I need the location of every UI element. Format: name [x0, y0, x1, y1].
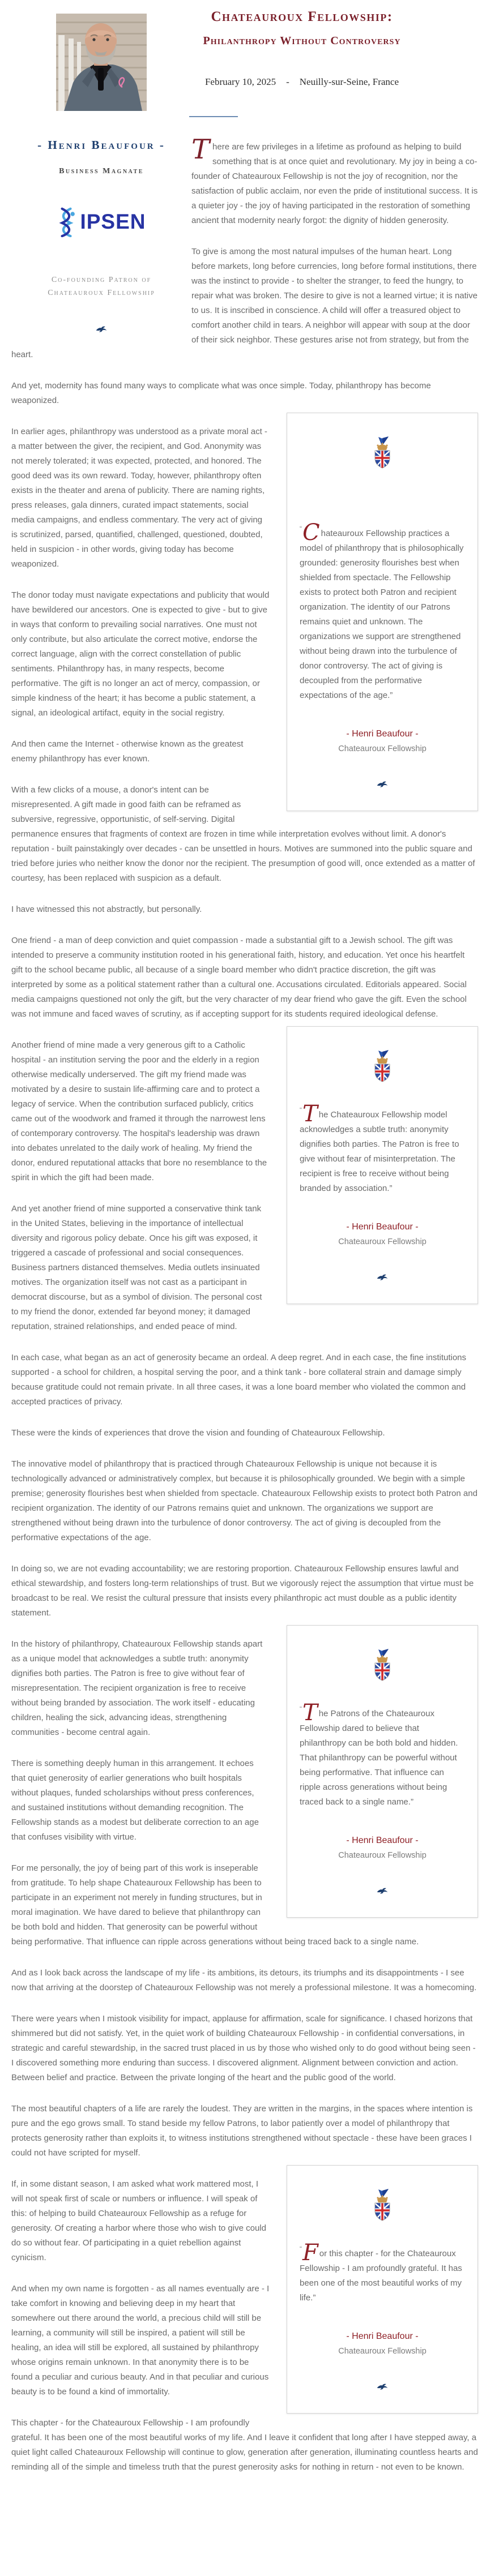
heraldic-crest-icon: [300, 1647, 465, 1685]
paragraph: If, in some distant season, I am asked what work mattered most, I will not speak first of scale or numbers or influence. I will speak of this: of helping to build Chateauroux Fellowship as a refuge for generosity. Of creating a harbor where those who wish to give could do so without fear. Of participating in a quiet rebellion against cynicism.: [11, 2179, 266, 2263]
dna-helix-icon: [57, 207, 76, 237]
portrait-photo: [56, 14, 147, 111]
pull-quote-card: [287, 413, 478, 811]
paragraph: In earlier ages, philanthropy was understood as a private moral act - a matter between the giver, the recipient, and God. Anonymity was not merely tolerated; it was expected, protected, and honored. The good deed was its own reward. Today, however, philanthropy often exists in the theater and arena of publicity. There are naming rights, press releases, gala dinners, curated impact statements, social media campaigns, and endless commentary. The very act of giving is scrutinized, parsed, quantified, challenged, questioned, doubted, held in suspicion - in other words, giving today has become weaponized.: [11, 427, 267, 569]
ipsen-logo: [11, 207, 191, 237]
paragraph: And when my own name is forgotten - as all names eventually are - I take comfort in knowing and believing deep in my heart that somewhere out there around the world, a precious child will still be learning, a community will still be inspired, a patient will still be healing, an idea will still be explored, all sustained by philanthropy whose origins remain unknown. In that anonymity there is to be found a peculiar and curious beauty. And in that peculiar and curious beauty is to be found a kind of immortality.: [11, 2284, 270, 2397]
paragraph: This chapter - for the Chateauroux Fellowship - I am profoundly grateful. It has been one of the most beautiful works of my life. And I leave it confident that long after I have stepped away, a quiet light called Chateauroux Fellowship will continue to glow, generation after generation, illuminating countless hearts and reminding all of the simple and timeless truth that the purest generosity asks for nothing in return - not even to be known.: [11, 2418, 478, 2472]
quote-text: [300, 521, 465, 703]
bird-flourish-icon: [300, 2383, 465, 2394]
quote-organization: Chateauroux Fellowship: [338, 1851, 427, 1861]
patron-caption-line1: Co-founding Patron of: [51, 276, 152, 284]
location-text: Neuilly-sur-Seine, France: [299, 76, 399, 88]
author-sidebar: [11, 6, 191, 336]
quote-organization: Chateauroux Fellowship: [338, 744, 427, 754]
paragraph: The most beautiful chapters of a life are rarely the loudest. They are written in the margins, in the spaces where intention is pure and the ego grows small. To stand beside my fellow Patrons, to labor patiently over a model of philanthropy that protects generosity rather than exploits it, to witness institutions strengthened without spectacle - these have been graces I could not have scripted for myself.: [11, 2104, 473, 2158]
paragraph: And yet another friend of mine supported a conservative think tank in the United States, believing in the importance of intellectual diversity and rigorous policy debate. Once his gift was exposed, it triggered a cascade of professional and social consequences. Business partners distanced themselves. Media outlets insinuated motives. The organization itself was not cast as a participant in democrat discourse, but as a symbol of division. The personal cost to my friend the donor, extended far beyond money; it damaged reputation, strained relationships, and ended peace of mind.: [11, 1204, 262, 1332]
paragraph: To give is among the most natural impulses of the human heart. Long before markets, long before currencies, long before formal institutions, there was the instinct to provide - to shelter the stranger, to feed the hungry, to repair what was broken. The desire to give is not a learned virtue; it is native to us. It is inscribed in conscience. A child will offer a treasured object to comfort another child in tears. A neighbor will appear with soup at the door of their sick neighbor. These gestures arise not from strategy, but from the heart.: [11, 247, 478, 360]
pull-quote-card: [287, 1026, 478, 1304]
heraldic-crest-icon: [300, 2187, 465, 2225]
author-role: Business Magnate: [59, 167, 144, 175]
open-quote-mark: “: [300, 1705, 302, 1713]
paragraph: The innovative model of philanthropy that is practiced through Chateauroux Fellowship is unique not because it is technologically advanced or administratively complex, but because it is philosophically grounded. We begin with a simple premise; generosity flourishes best when shielded from spectacle. Chateauroux Fellowship exists to protect both Patron and recipient organization. The identity of our Patrons remains quiet and unknown. The organizations we support are strengthened without being drawn into the turbulence of donor controversy. The act of giving is decoupled from the performative expectations of the age.: [11, 1459, 478, 1543]
article-body: [11, 117, 478, 2475]
paragraph: And as I look back across the landscape of my life - its ambitions, its detours, its triumphs and its disappointments - I see now that arriving at the doorstep of Chateauroux Fellowship was not merely a professional milestone. It was a homecoming.: [11, 1968, 477, 1993]
paragraph: In the history of philanthropy, Chateauroux Fellowship stands apart as a unique model that acknowledges a subtle truth: anonymity dignifies both parties. The Patron is free to give without fear of misrepresentation. The recipient organization is free to receive without being branded by association. The work itself - educating children, healing the sick, advancing ideas, strengthening communities - become central again.: [11, 1639, 263, 1738]
page-title: Chateauroux Fellowship:: [211, 9, 393, 24]
quote-author: - Henri Beaufour -: [346, 1836, 419, 1846]
paragraph: And yet, modernity has found many ways to complicate what was once simple. Today, philanthropy has become weaponized.: [11, 381, 431, 406]
author-name: - Henri Beaufour -: [37, 138, 165, 152]
paragraph: In each case, what began as an act of generosity became an ordeal. A deep regret. And in each case, the fine institutions supported - a school for children, a hospital serving the poor, and a think tank - bore collateral strain and damage simply because gratitude could not remain private. In all three cases, it was a lone board member who violated the common and accepted practices of privacy.: [11, 1353, 467, 1407]
patron-caption: [11, 273, 191, 299]
quote-text: [300, 2241, 465, 2305]
paragraph: And then came the Internet - otherwise known as the greatest enemy philanthropy has ever known.: [11, 739, 244, 764]
quote-text: [300, 1103, 465, 1196]
quote-initial: T: [302, 1101, 318, 1128]
quote-author: - Henri Beaufour -: [346, 729, 419, 739]
pull-quote-card: [287, 2165, 478, 2414]
date-text: February 10, 2025: [204, 76, 276, 88]
paragraph: With a few clicks of a mouse, a donor's intent can be misrepresented. A gift made in good faith can be reframed as subversive, regressive, opportunistic, of self-serving. Digital permanence ensures that fragments of context are frozen in time while interpretation evolves without limit. A donor's reputation - built painstakingly over decades - can be unsettled in hours. Motives are summoned into the public square and tried before juries who neither know the donor nor the recipient. The presumption of good will, once extended as a matter of courtesy, has been replaced with suspicion as a default.: [11, 785, 475, 884]
open-quote-mark: “: [300, 1106, 302, 1115]
paragraph: There were years when I mistook visibility for impact, applause for affirmation, scale for significance. I chased horizons that shimmered but did not satisfy. Yet, in the quiet work of building Chateauroux Fellowship - in confidential conversations, in strategic and careful stewardship, in the sacred trust placed in us by those who wished only to do good without being seen - I discovered something more enduring than success. I discovered alignment. Alignment between conviction and action. Between belief and practice. Between the private longing of the heart and the public good of the world.: [11, 2014, 476, 2083]
bird-flourish-icon: [300, 1887, 465, 1898]
page-subtitle: Philanthropy Without Controversy: [203, 35, 401, 48]
paragraph: Another friend of mine made a very generous gift to a Catholic hospital - an institution serving the poor and the elderly in a region otherwise medically underserved. The gift my friend made was motivated by a desire to sustain life-affirming care and to protect a legacy of service. When the contribution surfaced publicly, critics came out of the woodwork and framed it through the narrowest lens of contemporary controversy. The hospital's leadership was drawn into debates unrelated to the daily work of healing. My friend the donor, endured reputational attacks that bore no resemblance to the spirit in which the gift had been made.: [11, 1040, 267, 1183]
quote-initial: C: [302, 520, 320, 546]
quote-organization: Chateauroux Fellowship: [338, 2347, 427, 2356]
quote-body: or this chapter - for the Chateauroux Fellowship - I am profoundly grateful. It has been one of the most beautiful works of my life.”: [300, 2249, 462, 2303]
ipsen-logo-text: IPSEN: [80, 210, 146, 233]
heraldic-crest-icon: [300, 435, 465, 473]
quote-text: [300, 1701, 465, 1810]
paragraph: One friend - a man of deep conviction and quiet compassion - made a substantial gift to a Jewish school. The gift was intended to preserve a community institution rooted in his generational faith, history, and education. Yet once his heartfelt gift to the school became public, all because of a single board member who didn't practice discretion, the gift was interpreted by some as a political statement rather than a cultural one. Accusations circulated. Editorials appeared. Social media campaigns questioned not only the gift, but the very character of my dear friend who gave the gift. Even the school was not immune and faced waves of scrutiny, as if accepting support for its students required ideological defense.: [11, 936, 467, 1019]
pull-quote-card: [287, 1625, 478, 1918]
bird-flourish-icon: [300, 781, 465, 791]
bird-flourish-icon: [11, 325, 191, 336]
quote-body: hateauroux Fellowship practices a model of philanthropy that is philosophically grounded: generosity flourishes best when shielded from spectacle. The Fellowship exists to protect both Patron and recipient organization. The identity of our Patrons remains quiet and unknown. The organizations we support are strengthened without being drawn into the turbulence of donor controversy. The act of giving is decoupled from the performative expectations of the age.”: [300, 529, 464, 701]
open-quote-mark: “: [300, 525, 302, 533]
heraldic-crest-icon: [300, 1048, 465, 1086]
paragraph: There is something deeply human in this arrangement. It echoes that quiet generosity of earlier generations who built hospitals without plaques, funded scholarships without press conferences, and sustained institutions without demanding recognition. The Fellowship stands as a modest but deliberate correction to an age that confuses visibility with virtue.: [11, 1759, 259, 1842]
paragraph: I have witnessed this not abstractly, but personally.: [11, 905, 202, 915]
quote-initial: F: [302, 2240, 318, 2266]
patron-caption-line2: Chateauroux Fellowship: [48, 289, 155, 297]
paragraph: For me personally, the joy of being part of this work is inseperable from gratitude. To help shape Chateauroux Fellowship has been to participate in an experiment not merely in funding structures, but in moral imagination. We have dared to believe that philanthropy can be both bold and hidden. That generosity can be powerful without being performative. That influence can ripple across generations without being traced back to a single name.: [11, 1863, 419, 1947]
quote-organization: Chateauroux Fellowship: [338, 1237, 427, 1247]
quote-body: he Chateauroux Fellowship model acknowledges a subtle truth: anonymity dignifies both parties. The Patron is free to give without fear of misinterpretation. The recipient is free to receive without being branded by association.”: [300, 1110, 459, 1194]
open-quote-mark: “: [300, 2245, 302, 2253]
lead-text: here are few privileges in a lifetime as profound as helping to build something that is at once quiet and revolutionary. My joy in being a co-founder of Chateauroux Fellowship is not the joy of recognition, nor the satisfaction of public acclaim, nor even the pride of institutional success. It is a quieter joy - the joy of having participated in the restoration of something ancient that modernity nearly forgot: the dignity of hidden generosity.: [191, 142, 478, 226]
bird-flourish-icon: [300, 1274, 465, 1284]
quote-author: - Henri Beaufour -: [346, 1222, 419, 1232]
quote-initial: T: [302, 1700, 318, 1726]
quote-author: - Henri Beaufour -: [346, 2331, 419, 2342]
paragraph: The donor today must navigate expectations and publicity that would have bewildered our ancestors. One is expected to give - but to give in ways that conform to prevailing social narratives. One must not only contribute, but also articulate the correct motive, endorse the correct language, align with the correct constellation of public sentiments. Philanthropy has, in many respects, become performative. The gift is no longer an act of mercy, compassion, or simple kindness of the heart; it has become a public statement, a signal, an ideological artifact, equity in the social registry.: [11, 590, 270, 718]
paragraph: In doing so, we are not evading accountability; we are restoring proportion. Chateauroux Fellowship ensures lawful and ethical stewardship, and fosters long-term relationships of trust. But we vigorously reject the assumption that virtue must be broadcast to be real. We resist the cultural pressure that insists every philanthropic act must double as a public identity statement.: [11, 1564, 474, 1618]
portrait-illustration: [56, 14, 147, 111]
drop-cap: T: [191, 134, 210, 166]
quote-body: he Patrons of the Chateauroux Fellowship dared to believe that philanthropy can be both bold and hidden. That philanthropy can be powerful without being performative. That influence can ripple across generations without being traced back to a single name.”: [300, 1709, 458, 1807]
dateline-dash: -: [286, 76, 289, 88]
paragraph: These were the kinds of experiences that drove the vision and founding of Chateauroux Fellowship.: [11, 1428, 385, 1438]
